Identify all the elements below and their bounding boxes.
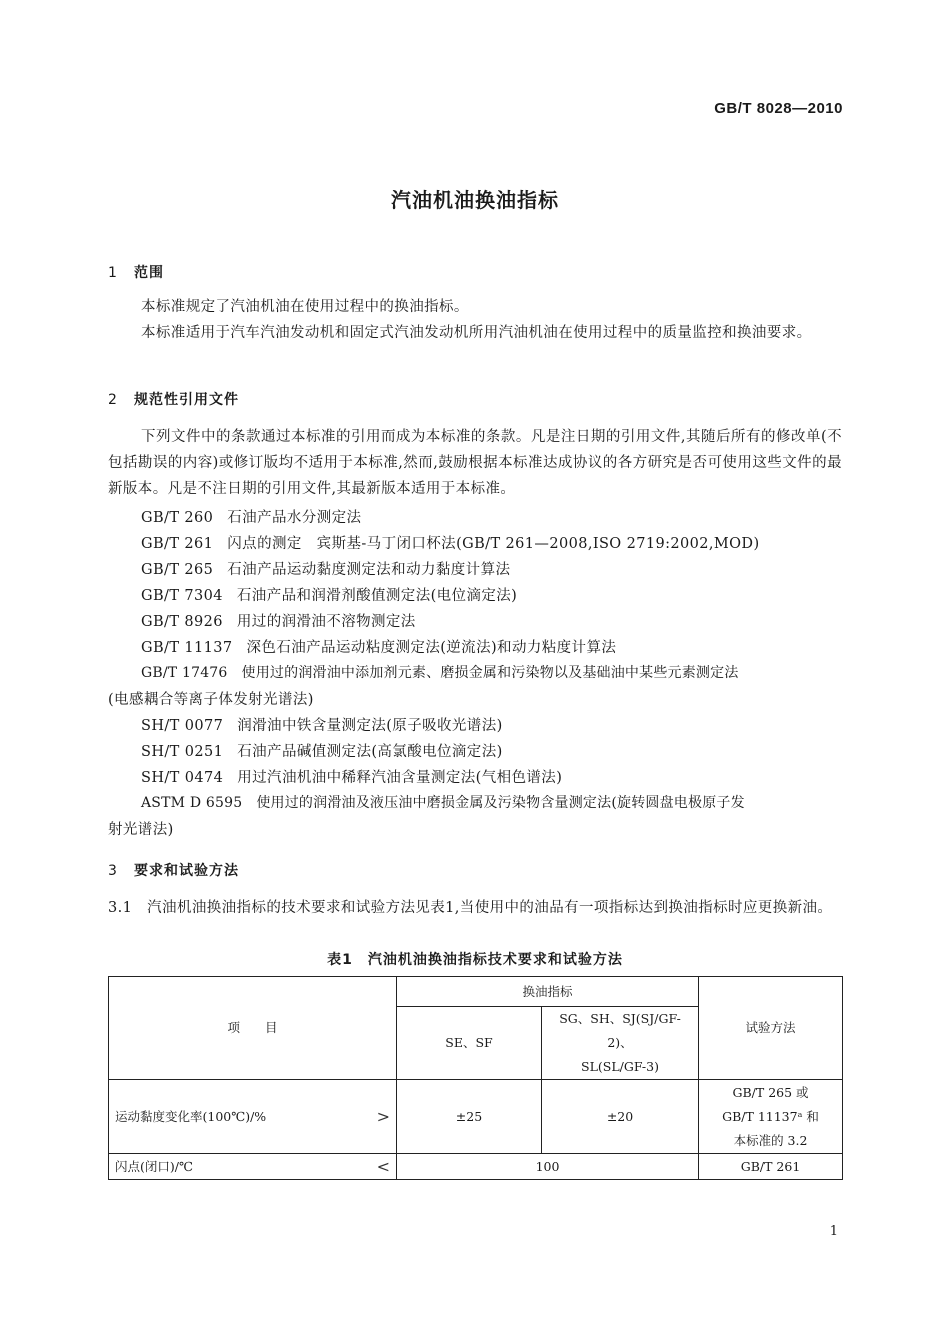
- reference-item: [141, 662, 739, 682]
- section-1-paragraph-2: 本标准适用于汽车汽油发动机和固定式汽油发动机所用汽油机油在使用过程中的质量监控和换油要求。: [141, 325, 812, 341]
- reference-code: GB/T 7304: [141, 588, 223, 604]
- reference-item: [141, 792, 745, 812]
- reference-code: GB/T 265: [141, 562, 214, 578]
- reference-code: ASTM D 6595: [141, 795, 243, 811]
- reference-item: [141, 714, 503, 735]
- reference-title: 石油产品和润滑剂酸值测定法(电位滴定法): [236, 588, 518, 604]
- reference-item: [141, 558, 510, 579]
- section-1-heading: [108, 262, 164, 282]
- reference-code: SH/T 0474: [141, 770, 224, 786]
- reference-title: 闪点的测定 宾斯基-马丁闭口杯法(GB/T 261—2008,ISO 2719:2002,MOD): [227, 536, 760, 552]
- header-col-se-sf: SE、SF: [397, 1007, 542, 1080]
- reference-title: 使用过的润滑油及液压油中磨损金属及污染物含量测定法(旋转圆盘电极原子发: [256, 795, 745, 811]
- row-method: [699, 1080, 843, 1154]
- header-col-sg-sl-line2: SL(SL/GF-3): [581, 1059, 659, 1074]
- reference-title: 深色石油产品运动粘度测定法(逆流法)和动力粘度计算法: [246, 640, 617, 656]
- reference-title: 用过的润滑油不溶物测定法: [236, 614, 416, 630]
- table-caption: 表1 汽油机油换油指标技术要求和试验方法: [327, 952, 623, 968]
- reference-item: [141, 610, 416, 631]
- oil-change-table: [108, 976, 843, 1180]
- header-group: 换油指标: [397, 977, 699, 1007]
- section-3-title: 要求和试验方法: [134, 863, 239, 879]
- section-1-title: 范围: [134, 265, 164, 281]
- header-col-sg-sl: [542, 1007, 699, 1080]
- reference-title: 用过汽油机油中稀释汽油含量测定法(气相色谱法): [237, 770, 563, 786]
- reference-code: SH/T 0077: [141, 718, 224, 734]
- reference-code: GB/T 261: [141, 536, 214, 552]
- row-value: 100: [397, 1154, 699, 1180]
- reference-title: 使用过的润滑油中添加剂元素、磨损金属和污染物以及基础油中某些元素测定法: [241, 665, 739, 681]
- reference-continuation: (电感耦合等离子体发射光谱法): [108, 692, 314, 708]
- comparison-sign: <: [376, 1156, 390, 1176]
- section-3-heading: [108, 860, 239, 880]
- section-2-number: 2: [108, 392, 118, 408]
- reference-item: [141, 584, 517, 605]
- section-2-title: 规范性引用文件: [134, 392, 239, 408]
- reference-title: 石油产品碱值测定法(高氯酸电位滴定法): [237, 744, 503, 760]
- reference-continuation: 射光谱法): [108, 822, 174, 838]
- page-number: 1: [829, 1224, 838, 1239]
- reference-title: 石油产品运动黏度测定法和动力黏度计算法: [227, 562, 511, 578]
- row-item-viscosity: [109, 1080, 397, 1154]
- row-method-line2: GB/T 11137ᵃ 和: [722, 1108, 819, 1124]
- standard-code: GB/T 8028—2010: [714, 100, 843, 117]
- reference-title: 润滑油中铁含量测定法(原子吸收光谱法): [237, 718, 503, 734]
- reference-title: 石油产品水分测定法: [227, 510, 362, 526]
- reference-code: SH/T 0251: [141, 744, 224, 760]
- clause-3-1: 3.1 汽油机油换油指标的技术要求和试验方法见表1,当使用中的油品有一项指标达到换油指标时应更换新油。: [108, 900, 833, 916]
- reference-code: GB/T 17476: [141, 665, 228, 681]
- row-item-flash-point: [109, 1154, 397, 1180]
- reference-item: [141, 766, 562, 787]
- reference-item: [141, 506, 361, 527]
- reference-code: GB/T 11137: [141, 640, 233, 656]
- row-value-se-sf: ±25: [397, 1080, 542, 1154]
- comparison-sign: >: [376, 1106, 390, 1126]
- section-3-number: 3: [108, 863, 118, 879]
- header-method: 试验方法: [699, 977, 843, 1080]
- row-method-line3: 本标准的 3.2: [733, 1132, 808, 1148]
- header-item: 项 目: [109, 977, 397, 1080]
- section-1-paragraph-1: 本标准规定了汽油机油在使用过程中的换油指标。: [141, 299, 469, 315]
- table-row: [109, 1154, 843, 1180]
- header-col-sg-sl-line1: SG、SH、SJ(SJ/GF-2)、: [559, 1011, 681, 1050]
- row-item-label: 闪点(闭口)/℃: [115, 1158, 193, 1174]
- reference-code: GB/T 8926: [141, 614, 223, 630]
- row-value-sg-sl: ±20: [542, 1080, 699, 1154]
- reference-code: GB/T 260: [141, 510, 214, 526]
- reference-item: [141, 532, 760, 553]
- row-item-label: 运动黏度变化率(100℃)/%: [115, 1108, 267, 1124]
- row-method-line1: GB/T 265 或: [732, 1084, 809, 1100]
- reference-item: [141, 740, 503, 761]
- table-row: [109, 1080, 843, 1154]
- section-2-heading: [108, 389, 239, 409]
- row-method: GB/T 261: [699, 1154, 843, 1180]
- document-title: 汽油机油换油指标: [391, 188, 559, 212]
- reference-item: [141, 636, 616, 657]
- section-2-intro: 下列文件中的条款通过本标准的引用而成为本标准的条款。凡是注日期的引用文件,其随后所有的修改单(不包括勘误的内容)或修订版均不适用于本标准,然而,鼓励根据本标准达成协议的各方研究是否可使用这些文件的最新版本。凡是不注日期的引用文件,其最新版本适用于本标准。: [108, 429, 842, 497]
- section-1-number: 1: [108, 265, 118, 281]
